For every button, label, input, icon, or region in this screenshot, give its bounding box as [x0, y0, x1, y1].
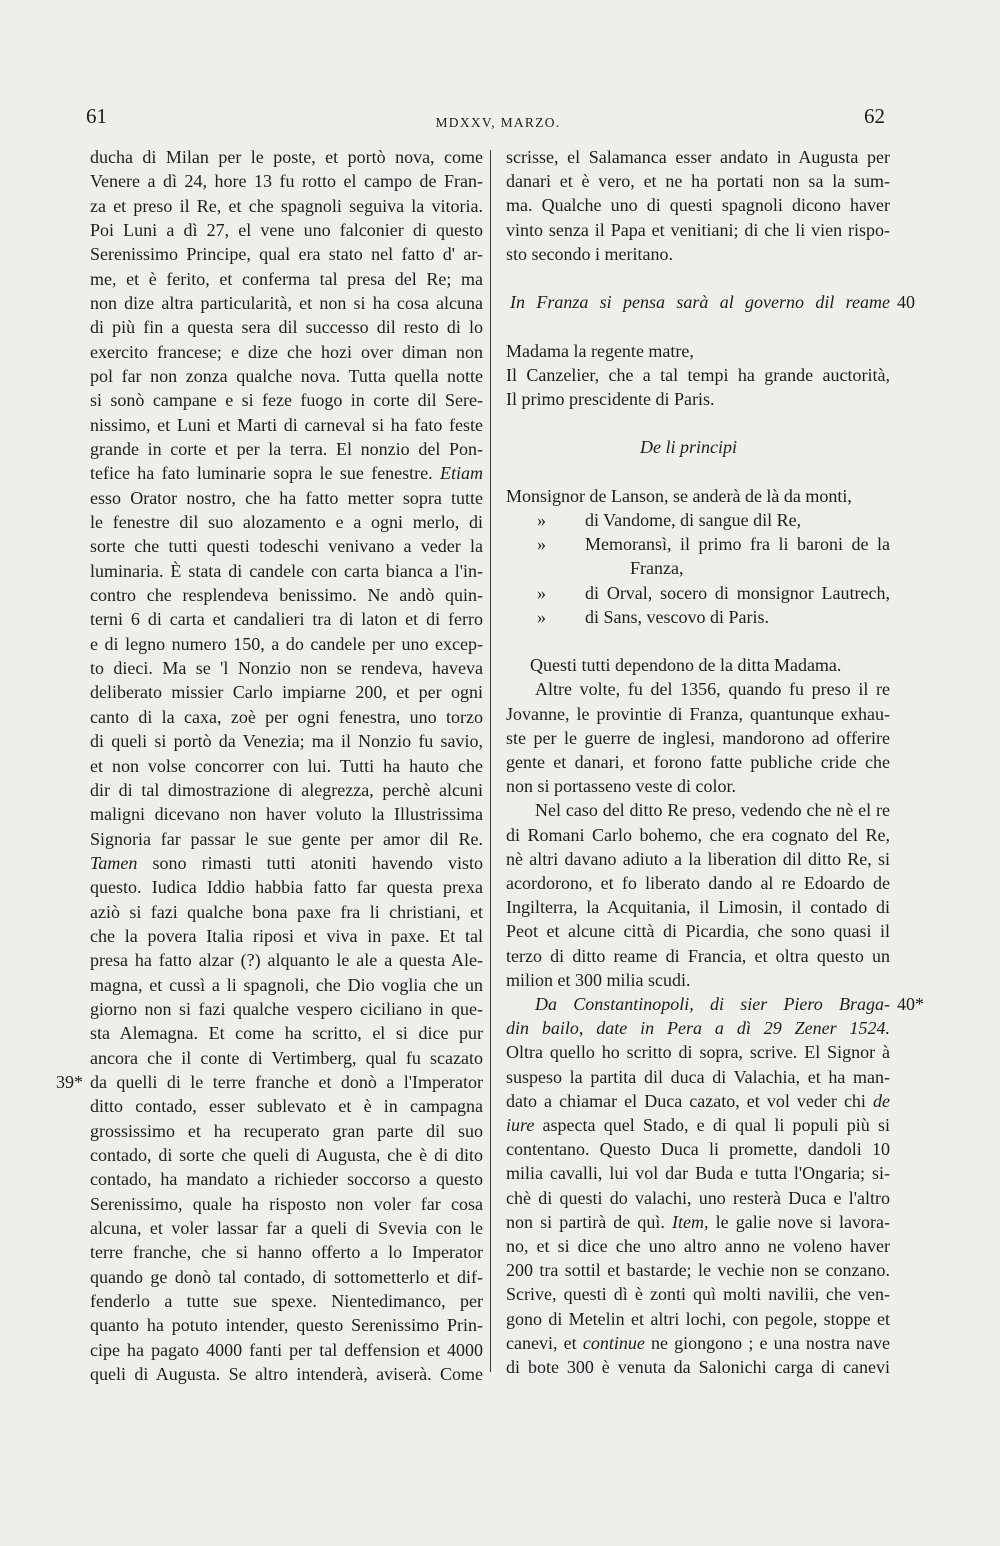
text-run: di Orval, socero di monsignor Lautrech, [585, 582, 890, 603]
italic-text: De li principi [640, 437, 737, 458]
text-run: et non volse concorrer con lui. Tutti ha hauto che [90, 755, 483, 776]
text-line [506, 1065, 890, 1089]
ditto-mark: » [537, 606, 546, 627]
text-run: di Romani Carlo bohemo, che era cognato del Re, [506, 824, 890, 845]
text-line [90, 607, 483, 631]
text-run: sono rimasti tutti atoniti havendo visto [137, 852, 483, 873]
text-run: me, et è ferito, et conferma tal presa del Re; ma [90, 268, 483, 289]
text-run: le galie nove si lavora- [708, 1211, 891, 1232]
left-column [90, 0, 483, 1546]
text-line [506, 774, 890, 798]
text-line [506, 1282, 890, 1306]
text-run: scrisse, el Salamanca esser andato in Augusta per [506, 147, 890, 167]
text-run: giorno non si fazi qualche vespero ciciliano in que- [90, 998, 483, 1019]
text-run: no, et si dice che uno altro anno ne voleno haver [506, 1236, 890, 1256]
italic-line [640, 435, 890, 459]
text-run: ancora che il conte di Vertimberg, qual fu scazato [90, 1047, 483, 1068]
text-line [506, 726, 890, 750]
text-run: sta Alemagna. Et come ha scritto, el si dice pur [90, 1023, 483, 1044]
text-line [90, 534, 483, 558]
text-line [90, 1046, 483, 1070]
text-line [90, 559, 483, 583]
text-line [506, 387, 890, 411]
text-run: Il Canzelier, che a tal tempi ha grande auctorità, [506, 364, 890, 385]
text-line [506, 847, 890, 871]
text-line [90, 1289, 483, 1313]
running-title: MDXXV, MARZO. [435, 115, 561, 130]
text-line [90, 997, 483, 1021]
text-line [585, 581, 890, 605]
text-run: grossissimo et ha recuperato gran parte dil suo [90, 1120, 483, 1141]
text-line [90, 924, 483, 948]
text-line [506, 145, 890, 169]
text-line [90, 754, 483, 778]
page-number-left: 61 [86, 104, 107, 128]
text-line [585, 605, 890, 629]
text-line [90, 1094, 483, 1118]
text-run: acordorono, et fo liberato dando al re Edoardo de [506, 873, 890, 893]
text-run: luminaria. È stata di candele con carta bianca a l'in- [90, 560, 483, 581]
text-run: sto secondo i meritano. [506, 243, 673, 264]
text-run: esso Orator nostro, che ha fatto metter sopra tutte [90, 487, 483, 508]
text-line [506, 1089, 890, 1113]
right-column [506, 0, 890, 1546]
text-run: Serenissimo, quale ha risposto non voler far cosa [90, 1193, 483, 1214]
text-line [506, 1234, 890, 1258]
text-line [90, 1313, 483, 1337]
text-run: Memoransì, il primo fra li baroni de la [585, 534, 890, 555]
text-line [90, 1216, 483, 1240]
text-run: da quelli di le terre franche et donò a l'Imperator [90, 1071, 483, 1092]
text-line [506, 895, 890, 919]
text-line [90, 461, 483, 485]
text-line [506, 1307, 890, 1331]
text-run: le fenestre dil suo alozamento e a ogni merlo, di [90, 512, 483, 533]
text-line [90, 486, 483, 510]
text-run: danari et è vero, et ne ha portati non sa la sum- [506, 171, 890, 192]
text-run: Il primo prescidente di Paris. [506, 389, 715, 409]
text-run: magna, et cussì a li spagnoli, che Dio voglia che un [90, 974, 483, 995]
text-line [90, 632, 483, 656]
text-run: Altre volte, fu del 1356, quando fu preso il re [535, 679, 890, 700]
italic-text: continue [582, 1332, 645, 1353]
text-run: contro che resplendeva benissimo. Ne andò quin- [90, 585, 483, 606]
text-line [506, 1331, 890, 1355]
text-line [90, 169, 483, 193]
text-line [506, 919, 890, 943]
text-line [506, 1113, 890, 1137]
text-line [90, 656, 483, 680]
italic-line [506, 1016, 890, 1040]
text-line [90, 1265, 483, 1289]
italic-text: Tamen [90, 852, 138, 873]
text-line [90, 680, 483, 704]
text-line [90, 729, 483, 753]
margin-note-40: 40 [897, 292, 915, 312]
text-line [90, 291, 483, 315]
text-run: contentano. Questo Duca li promette, dandoli 10 [506, 1139, 890, 1160]
text-run: milion et 300 milia scudi. [506, 969, 691, 990]
text-line [90, 851, 483, 875]
text-line [535, 798, 890, 822]
text-line [90, 364, 483, 388]
text-run: za et preso il Re, et che spagnoli seguiva la vitoria. [90, 195, 483, 216]
text-run: gente et danari, et forono fatte publiche cride che [506, 752, 890, 772]
text-line [90, 194, 483, 218]
text-line [506, 1355, 890, 1379]
text-line [535, 677, 890, 701]
text-line [506, 484, 890, 508]
text-line [90, 388, 483, 412]
text-run: aziò si fazi qualche bona paxe fra li christiani, et [90, 901, 483, 922]
text-run: Serenissimo Principe, qual era stato nel fatto d' ar- [90, 244, 483, 265]
text-line [90, 802, 483, 826]
text-line [90, 705, 483, 729]
text-run: di Sans, vescovo di Paris. [585, 606, 769, 627]
italic-text: de [873, 1090, 890, 1111]
text-run: ste per le guerre de inglesi, mandorono ad offerire [506, 727, 890, 748]
italic-text: In Franza si pensa sarà al governo dil reame [510, 292, 890, 313]
text-run: quando ge donò tal contado, di sottometterlo et dif- [90, 1266, 483, 1287]
text-line [506, 363, 890, 387]
text-line [90, 267, 483, 291]
text-run: Monsignor de Lanson, se anderà de là da monti, [506, 485, 852, 506]
italic-line [510, 290, 890, 314]
text-run: gono di Metelin et altri lochi, con pegole, stoppe et [506, 1308, 890, 1329]
text-run: tefice ha fato luminarie sopra le sue fenestre. [90, 463, 440, 484]
text-run: 200 tra sottil et bastarde; le vechie non se conzano. [506, 1260, 890, 1281]
text-run: nè altri davano adiuto a la liberation dil ditto Re, si [506, 848, 890, 869]
text-run: fenderlo a tutte sue spexe. Nientedimanco, per [90, 1290, 483, 1311]
text-run: exercito francese; e dize che hozi over diman non [90, 341, 483, 362]
text-run: cipe ha pagato 4000 fanti per tal deffension et 4000 [90, 1339, 483, 1360]
text-line [90, 1119, 483, 1143]
text-run: terzo di ditto reame di Francia, et oltra questo un [506, 945, 890, 966]
page-number-right: 62 [864, 104, 885, 128]
italic-text: Item, [672, 1211, 709, 1232]
text-line [90, 1070, 483, 1094]
text-run: ditto contado, esser sublevato et è in campagna [90, 1096, 483, 1117]
text-line [506, 1258, 890, 1282]
text-run: Oltra quello ho scritto di sopra, scrive. El Signor à [506, 1042, 890, 1063]
text-run: Ingilterra, la Acquitania, il Limosin, il contado di [506, 897, 890, 918]
text-run: alcuna, et voler lassar far a queli di Svevia con le [90, 1217, 483, 1238]
text-line [585, 508, 890, 532]
text-line [90, 1167, 483, 1191]
text-line [90, 948, 483, 972]
text-run: nissimo, et Luni et Marti di carneval si ha fato feste [90, 414, 483, 435]
margin-note-39: 39* [56, 1072, 83, 1092]
text-run: e di legno numero 150, a do candele per uno excep- [90, 633, 483, 654]
text-line [90, 315, 483, 339]
text-run: pol far non zonza qualche nova. Tutta quella notte [90, 366, 483, 387]
text-run: dato a chiamar el Duca cazato, et vol veder chi [506, 1090, 873, 1111]
text-run: milia cavalli, lui vol dar Buda e tutta l'Ongaria; si- [506, 1163, 890, 1184]
ditto-mark: » [537, 582, 546, 603]
text-run: dir di tal dimostrazione di alegrezza, perchè alcuni [90, 779, 483, 800]
italic-text: iure [506, 1115, 535, 1135]
text-run: presa ha fatto alzar (?) alquanto le ale a questa Ale- [90, 950, 483, 971]
text-line [506, 218, 890, 242]
text-run: Nel caso del ditto Re preso, vedendo che nè el re [535, 800, 890, 821]
text-line [506, 823, 890, 847]
text-line [506, 944, 890, 968]
text-line [506, 242, 890, 266]
text-line [90, 1240, 483, 1264]
text-run: si sonò campane e si feze fuogo in corte dil Sere- [90, 390, 483, 411]
text-run: Madama la regente matre, [506, 340, 694, 361]
text-run: non si partirà de quì. [506, 1211, 673, 1232]
text-run: Questi tutti dependono de la ditta Madama. [530, 655, 842, 676]
text-run: Franza, [630, 558, 684, 579]
text-run: Venere a dì 24, hore 13 fu rotto el campo de Fran- [90, 171, 483, 192]
text-line [90, 242, 483, 266]
text-run: quanto ha potuto intender, questo Serenissimo Prin- [90, 1315, 483, 1336]
text-run: queli di Augusta. Se altro intenderà, aviserà. Come [90, 1364, 483, 1384]
text-line [506, 1040, 890, 1064]
text-run: aspecta quel Stado, e di qual li populi più si [534, 1115, 890, 1135]
text-line [506, 339, 890, 363]
text-run: to dieci. Ma se 'l Nonzio non se rendeva, haveva [90, 658, 483, 679]
ditto-mark: » [537, 534, 546, 555]
text-line [90, 1192, 483, 1216]
text-run: Scrive, questi dì è zonti quì molti navilii, che ven- [506, 1284, 890, 1305]
text-run: di Vandome, di sangue dil Re, [585, 510, 802, 530]
text-line [90, 900, 483, 924]
text-run: che la povera Italia riposi et viva in paxe. Et tal [90, 925, 483, 946]
text-line [90, 218, 483, 242]
text-line [90, 973, 483, 997]
text-run: canto di la caxa, zoè per ogni fenestra, uno torzo [90, 706, 483, 727]
text-line [506, 750, 890, 774]
text-run: deliberato missier Carlo impiarne 200, et per ogni [90, 682, 483, 703]
text-run: vinto senza il Papa et venitiani; di che li vien rispo- [506, 219, 890, 240]
text-run: di queli si portò da Venezia; ma il Nonzio fu savio, [90, 731, 483, 752]
text-run: grande in corte et per la terra. El nonzio del Pon- [90, 439, 483, 460]
text-run: sorte che tutti questi todeschi venivano a veder la [90, 536, 483, 557]
text-line [506, 1186, 890, 1210]
text-line [90, 583, 483, 607]
italic-text: din bailo, date in Pera a dì 29 Zener 1524. [506, 1018, 890, 1039]
text-line [506, 1137, 890, 1161]
text-run: Peot et alcune città di Picardia, che sono quasi il [506, 921, 890, 942]
text-line [90, 827, 483, 851]
text-line [530, 653, 890, 677]
text-run: di bote 300 è venuta da Salonichi carga di canevi [506, 1357, 890, 1377]
italic-line [535, 992, 890, 1016]
text-line [90, 510, 483, 534]
ditto-mark: » [537, 510, 546, 530]
text-line [90, 778, 483, 802]
text-line [585, 532, 890, 556]
text-line [90, 340, 483, 364]
text-run: terni 6 di carta et candalieri tra di laton et di ferro [90, 609, 483, 630]
text-run: chè di questi do valachi, uno resterà Duca e l'altro [506, 1187, 890, 1208]
text-line [506, 193, 890, 217]
text-run: contado, ha mandato a richieder soccorso a questo [90, 1169, 483, 1190]
italic-text: Da Constantinopoli, di sier Piero Braga- [535, 994, 890, 1014]
text-run: Signoria far passar le sue gente per amor dil Re. [90, 828, 483, 849]
text-line [506, 1210, 890, 1234]
text-line [90, 437, 483, 461]
text-run: canevi, et [506, 1332, 583, 1353]
text-run: contado, di sorte che queli di Augusta, che è di dito [90, 1144, 483, 1165]
text-line [506, 1161, 890, 1185]
text-run: maligni dicevano non haver voluto la Illustrissima [90, 804, 483, 825]
text-run: terre franche, che si hanno offerto a lo Imperator [90, 1242, 483, 1263]
text-run: ma. Qualche uno di questi spagnoli dicono haver [506, 195, 890, 216]
text-line [90, 1021, 483, 1045]
text-run: suspeso la partita dil duca di Valachia, et ha man- [506, 1066, 890, 1087]
text-line [90, 413, 483, 437]
text-run: ne giongono ; e una nostra nave [644, 1332, 891, 1353]
text-run: di più fin a questa sera dil successo dil resto di lo [90, 317, 483, 338]
text-run: ducha di Milan per le poste, et portò nova, come [90, 147, 483, 167]
text-line [506, 968, 890, 992]
text-run: Jovanne, le provintie di Franza, quantunque exhau- [506, 703, 890, 724]
text-line [90, 875, 483, 899]
text-line [90, 1143, 483, 1167]
text-line [90, 145, 483, 169]
text-line [506, 169, 890, 193]
text-line [90, 1338, 483, 1362]
text-run: questo. Iudica Iddio habbia fatto far questa prexa [90, 877, 483, 898]
text-line [506, 871, 890, 895]
text-line [90, 1362, 483, 1386]
column-divider [490, 150, 491, 1372]
text-run: non si portasseno veste di color. [506, 776, 736, 797]
margin-note-40-star: 40* [897, 994, 924, 1014]
text-run: non dize altra particularità, et non si ha cosa alcuna [90, 293, 483, 314]
text-line [630, 556, 890, 580]
italic-text: Etiam [440, 463, 483, 484]
text-run: Poi Luni a dì 27, el vene uno falconier di questo [90, 220, 483, 241]
text-line [506, 702, 890, 726]
